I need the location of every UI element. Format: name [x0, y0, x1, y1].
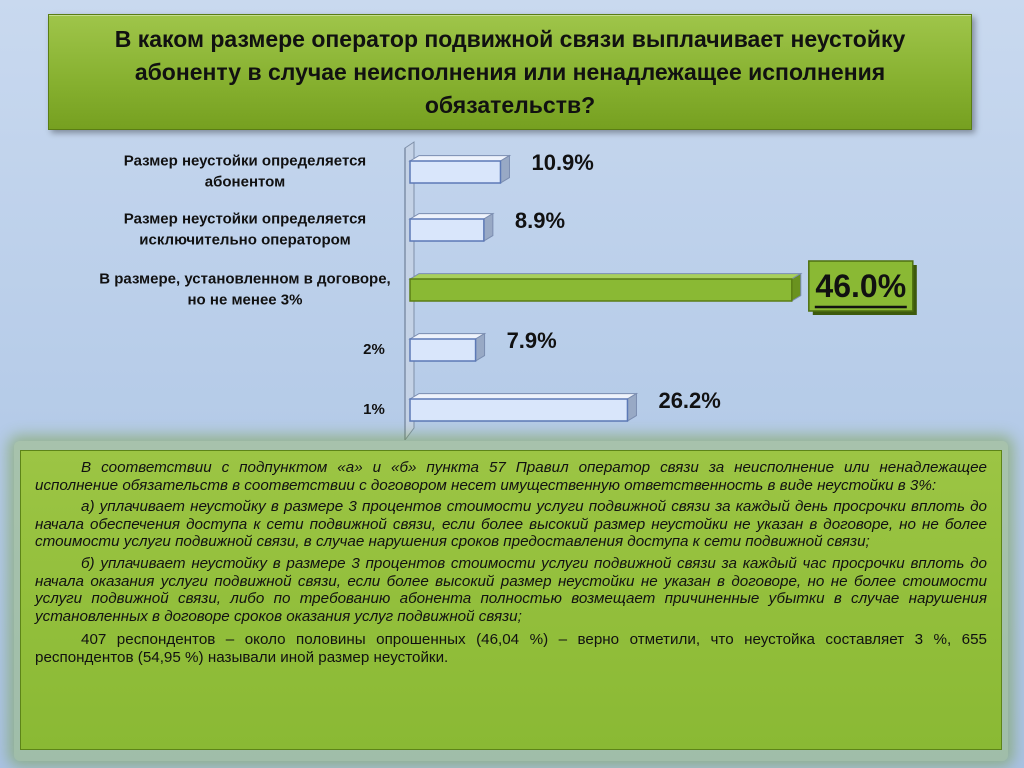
value-label-4: 26.2%	[658, 388, 721, 413]
category-label-2: В размере, установленном в договоре, но не менее 3%	[99, 270, 391, 309]
bar-side	[627, 394, 636, 421]
bar-top	[410, 156, 509, 161]
note-item-b: б) уплачивает неустойку в размере 3 процентов стоимости услуги подвижной связи за каждый час просрочки вплоть до начала оказания услуги подвижной связи, если более высокий размер неустойки не указан в договоре, но не более стоимости услуги подвижной связи, либо по требованию абонента полностью возмещает причиненные убытки в случае нарушения установленных в договоре сроков оказания услуг подвижной связи;	[35, 554, 987, 625]
note-intro: В соответствии с подпунктом «а» и «б» пункта 57 Правил оператор связи за неисполнение или ненадлежащее исполнение обязательств в соответствии с договором несет имущественную ответственность в виде неустойки в 3%:	[35, 459, 987, 494]
bar-side	[484, 214, 493, 241]
note-summary: 407 респондентов – около половины опрошенных (46,04 %) – верно отметили, что неустойка составляет 3 %, 655 респондентов (54,95 %) называли иной размер неустойки.	[35, 631, 987, 666]
value-label-1: 8.9%	[514, 208, 566, 233]
value-label-0: 10.9%	[531, 150, 594, 175]
bar-side	[476, 334, 485, 361]
bar-4	[410, 394, 636, 421]
bar-front	[410, 161, 500, 183]
page-title: В каком размере оператор подвижной связи выплачивает неустойку абоненту в случае неисполнения или ненадлежащее исполнения обязательств?	[114, 25, 906, 118]
bar-top	[410, 214, 493, 219]
bar-front	[410, 279, 792, 301]
bar-2	[410, 274, 801, 301]
bar-chart	[0, 140, 1024, 440]
bar-front	[410, 219, 484, 241]
bar-top	[410, 274, 801, 279]
bar-front	[410, 339, 476, 361]
bar-1	[410, 214, 493, 241]
bar-side	[500, 156, 509, 183]
value-label-2: 46.0%	[815, 268, 907, 304]
bar-top	[410, 394, 636, 399]
note-panel	[20, 450, 1002, 750]
bar-0	[410, 156, 509, 183]
note-item-a: а) уплачивает неустойку в размере 3 процентов стоимости услуги подвижной связи за каждый день просрочки вплоть до начала обеспечения доступа к сети подвижной связи, если более высокий размер неустойки не указан в договоре, но не более стоимости услуги подвижной связи, в случае нарушения сроков предоставления доступа к сети подвижной связи;	[35, 498, 987, 551]
bar-front	[410, 399, 627, 421]
category-label-0: Размер неустойки определяется абонентом	[123, 152, 367, 191]
category-label-4: 1%	[363, 401, 385, 418]
value-label-3: 7.9%	[506, 328, 557, 353]
bar-3	[410, 334, 485, 361]
bars	[410, 156, 801, 421]
bar-top	[410, 334, 485, 339]
category-label-1: Размер неустойки определяется исключительно оператором	[123, 210, 367, 249]
title-banner	[48, 14, 972, 130]
category-label-3: 2%	[363, 341, 385, 358]
bar-side	[792, 274, 801, 301]
